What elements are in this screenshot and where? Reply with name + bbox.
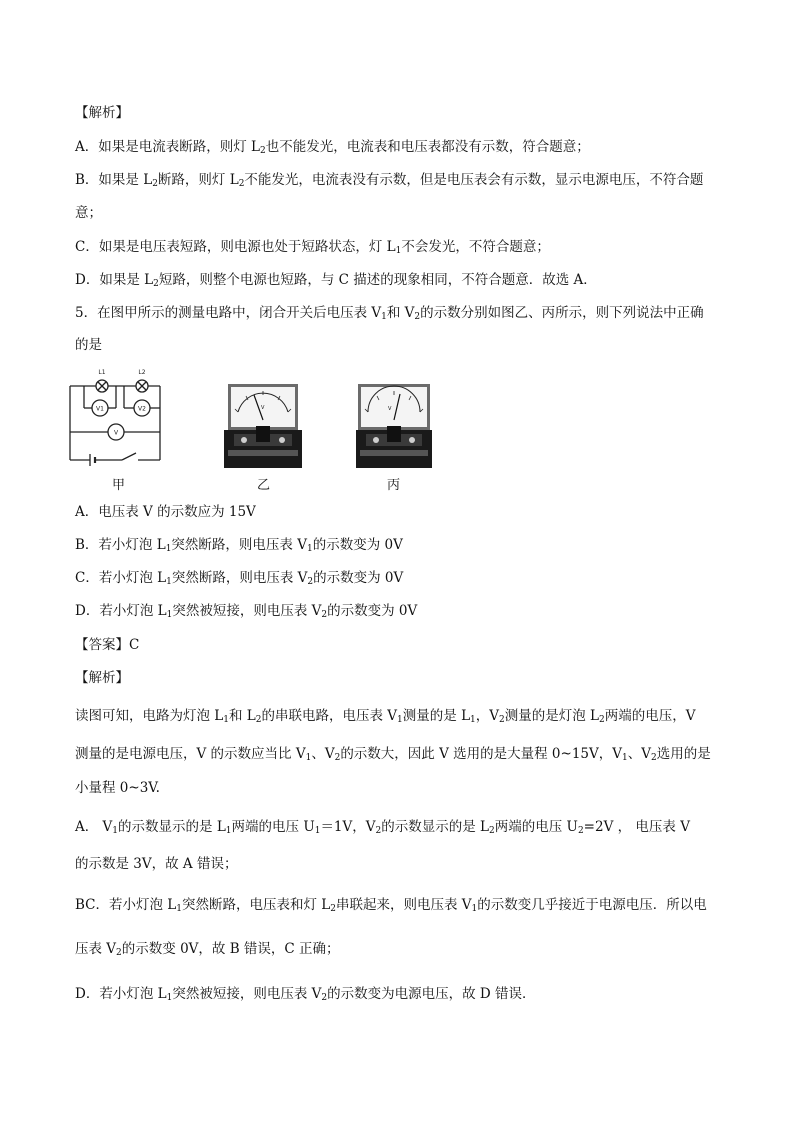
analysis-option-b-cont: 意； [75,205,102,221]
analysis2-heading: 【解析】 [75,670,129,686]
label-l2: L2 [138,369,146,376]
analysis-option-b: B．如果是 $L_2$断路，则灯 $L_2$不能发光，电流表没有示数，但是电压表会有示数，显示电源电压，不符合题 [75,172,704,189]
analysis2-p3: 小量程 0~3V. [75,780,160,796]
analysis2-option-d: D．若小灯泡 $L_1$突然被短接，则电压表 $V_2$的示数变为电源电压，故 D 错误． [75,986,536,1003]
option-a: A．电压表 V 的示数应为 15V [75,504,256,520]
voltmeter-yi-image [220,382,306,470]
analysis-option-c: C．如果是电压表短路，则电源也处于短路状态，灯 $L_1$不会发光，不符合题意； [75,239,550,256]
analysis2-p2: 测量的是电源电压，V 的示数应当比 $V_1$、$V_2$的示数大，因此 V 选用的是大量程 0~15V，$V_1$、$V_2$选用的是 [75,746,711,763]
question-stem: 5．在图甲所示的测量电路中，闭合开关后电压表 $V_1$和 $V_2$的示数分别如图乙、丙所示，则下列说法中正确 [75,305,704,322]
svg-text:V: V [261,405,265,411]
svg-text:V: V [388,406,392,412]
figure-label-jia: 甲 [112,478,126,493]
analysis2-option-bc: BC．若小灯泡 $L_1$突然断路，电压表和灯 $L_2$串联起来，则电压表 $V_1$的示数变几乎接近于电源电压．所以电 [75,897,707,914]
analysis2-p1: 读图可知，电路为灯泡 $L_1$和 $L_2$的串联电路，电压表 $V_1$测量的是 $L_1$，$V_2$测量的是灯泡 $L_2$两端的电压，V [75,708,696,725]
analysis2-option-a-cont: 的示数是 3V，故 A 错误； [75,856,238,872]
label-l1: L1 [98,369,106,376]
answer: 【答案】C [75,637,140,653]
label-v2: V2 [138,405,146,413]
label-v: V [113,429,119,437]
analysis2-option-a: A． $V_1$的示数显示的是 $L_1$两端的电压 $U_1=1V$，$V_2$的示数显示的是 $L_2$两端的电压 $U_2=2V$ ， 电压表 V [75,819,690,836]
voltmeter-bing-image [354,382,434,470]
analysis-option-d: D．如果是 $L_2$短路，则整个电源也短路，与 C 描述的现象相同，不符合题意．故选 A． [75,272,597,289]
label-v1: V1 [96,405,104,413]
question-stem-cont: 的是 [75,337,102,353]
analysis-heading: 【解析】 [75,105,129,121]
figure-label-bing: 丙 [387,478,401,493]
circuit-diagram [64,364,174,470]
option-b: B．若小灯泡 $L_1$突然断路，则电压表 $V_1$的示数变为 0V [75,537,403,554]
option-c: C．若小灯泡 $L_1$突然断路，则电压表 $V_2$的示数变为 0V [75,570,404,587]
analysis-option-a: A．如果是电流表断路，则灯 $L_2$也不能发光，电流表和电压表都没有示数，符合题意； [75,139,590,156]
analysis2-option-bc-cont: 压表 $V_2$的示数变 0V，故 B 错误，C 正确； [75,941,340,958]
figure-label-yi: 乙 [257,478,271,493]
option-d: D．若小灯泡 $L_1$突然被短接，则电压表 $V_2$的示数变为 0V [75,603,418,620]
